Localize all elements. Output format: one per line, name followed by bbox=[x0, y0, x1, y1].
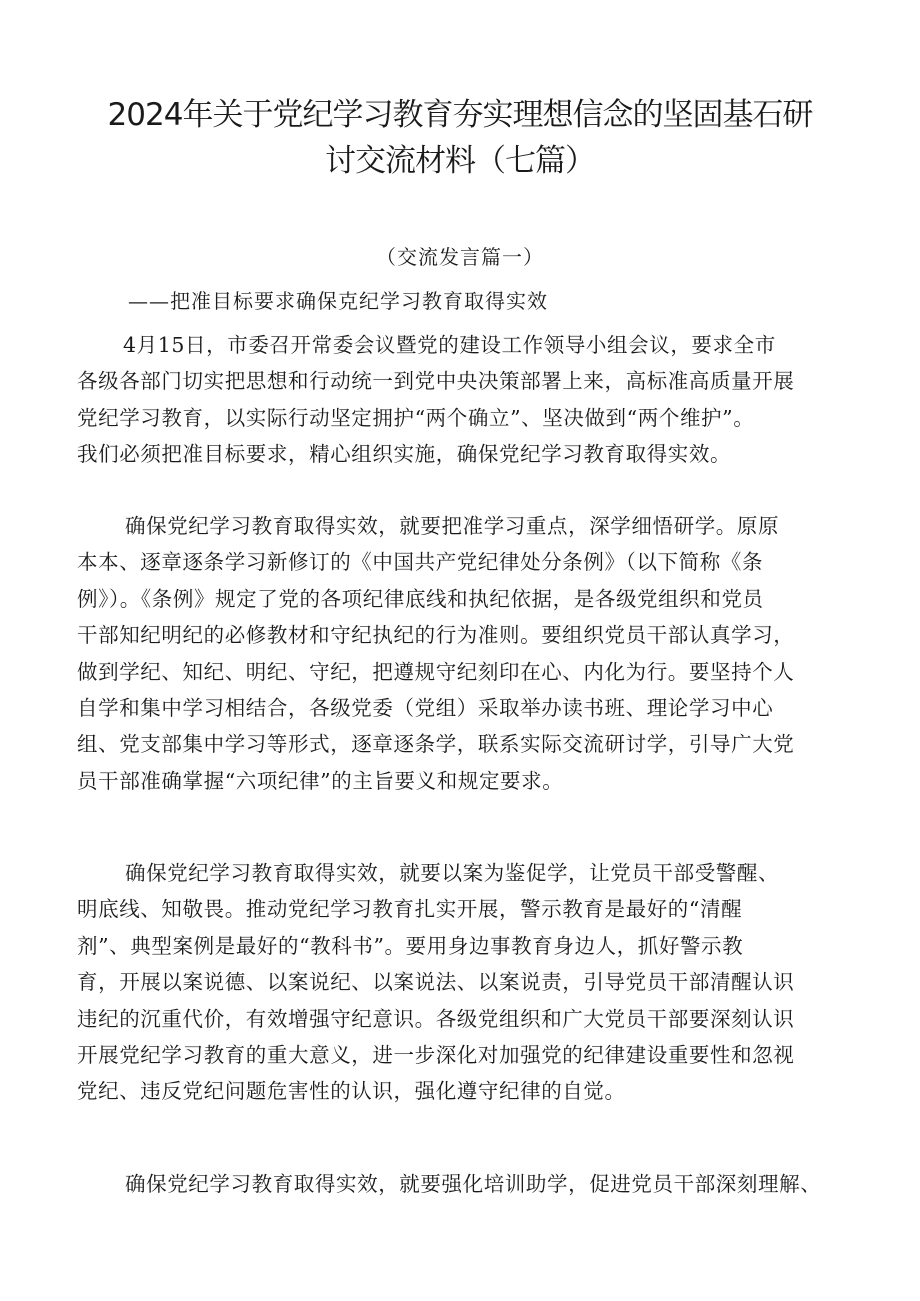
section-theme: ——把准目标要求确保克纪学习教育取得实效 bbox=[128, 289, 548, 313]
paragraph-line: 确保党纪学习教育取得实效，就要以案为鉴促学，让党员干部受警醒、 bbox=[125, 861, 780, 885]
title-line-2: 讨交流材料（七篇） bbox=[325, 143, 595, 179]
title-line-1: 2024年关于党纪学习教育夯实理想信念的坚固基石研 bbox=[107, 97, 813, 133]
paragraph-line: 开展党纪学习教育的重大意义，进一步深化对加强党的纪律建设重要性和忽视 bbox=[77, 1043, 795, 1068]
paragraph-line: 明底线、知敬畏。推动党纪学习教育扎实开展，警示教育是最好的“清醒 bbox=[77, 897, 743, 922]
paragraph-line: 确保党纪学习教育取得实效，就要强化培训助学，促进党员干部深刻理解、 bbox=[125, 1172, 822, 1196]
paragraph-line: 组、党支部集中学习等形式，逐章逐条学，联系实际交流研讨学，引导广大党 bbox=[77, 732, 795, 757]
paragraph-line: 育，开展以案说德、以案说纪、以案说法、以案说责，引导党员干部清醒认识 bbox=[77, 970, 795, 995]
section-subtitle: （交流发言篇一） bbox=[376, 245, 544, 269]
document-title bbox=[60, 92, 860, 184]
paragraph-line: 干部知纪明纪的必修教材和守纪执纪的行为准则。要组织党员干部认真学习， bbox=[77, 623, 795, 648]
paragraph-line: 做到学纪、知纪、明纪、守纪，把遵规守纪刻印在心、内化为行。要坚持个人 bbox=[77, 659, 795, 684]
paragraph-line: 我们必须把准目标要求，精心组织实施，确保党纪学习教育取得实效。 bbox=[77, 442, 732, 467]
paragraph-line: 例》）。《条例》规定了党的各项纪律底线和执纪依据，是各级党组织和党员 bbox=[77, 586, 764, 611]
paragraph-line: 剂”、典型案例是最好的“教科书”。要用身边事教育身边人，抓好警示教 bbox=[77, 933, 744, 958]
paragraph-2 bbox=[77, 508, 867, 799]
paragraph-line: 员干部准确掌握“六项纪律”的主旨要义和规定要求。 bbox=[77, 768, 564, 793]
paragraph-line: 本本、逐章逐条学习新修订的《中国共产党纪律处分条例》（以下简称《条 bbox=[77, 550, 764, 575]
paragraph-line: 4月15日，市委召开常委会议暨党的建设工作领导小组会议，要求全市 bbox=[123, 333, 776, 357]
paragraph-line: 党纪学习教育，以实际行动坚定拥护“两个确立”、坚决做到“两个维护”。 bbox=[77, 405, 755, 430]
paragraph-4 bbox=[77, 1166, 867, 1202]
paragraph-line: 自学和集中学习相结合，各级党委（党组）采取举办读书班、理论学习中心 bbox=[77, 696, 774, 721]
paragraph-1 bbox=[77, 327, 867, 473]
paragraph-line: 违纪的沉重代价，有效增强守纪意识。各级党组织和广大党员干部要深刻认识 bbox=[77, 1006, 795, 1031]
paragraph-3 bbox=[77, 855, 867, 1110]
paragraph-line: 确保党纪学习教育取得实效，就要把准学习重点，深学细悟研学。原原 bbox=[125, 514, 780, 538]
paragraph-line: 各级各部门切实把思想和行动统一到党中央决策部署上来，高标准高质量开展 bbox=[77, 369, 795, 394]
paragraph-line: 党纪、违反党纪问题危害性的认识，强化遵守纪律的自觉。 bbox=[77, 1079, 626, 1104]
